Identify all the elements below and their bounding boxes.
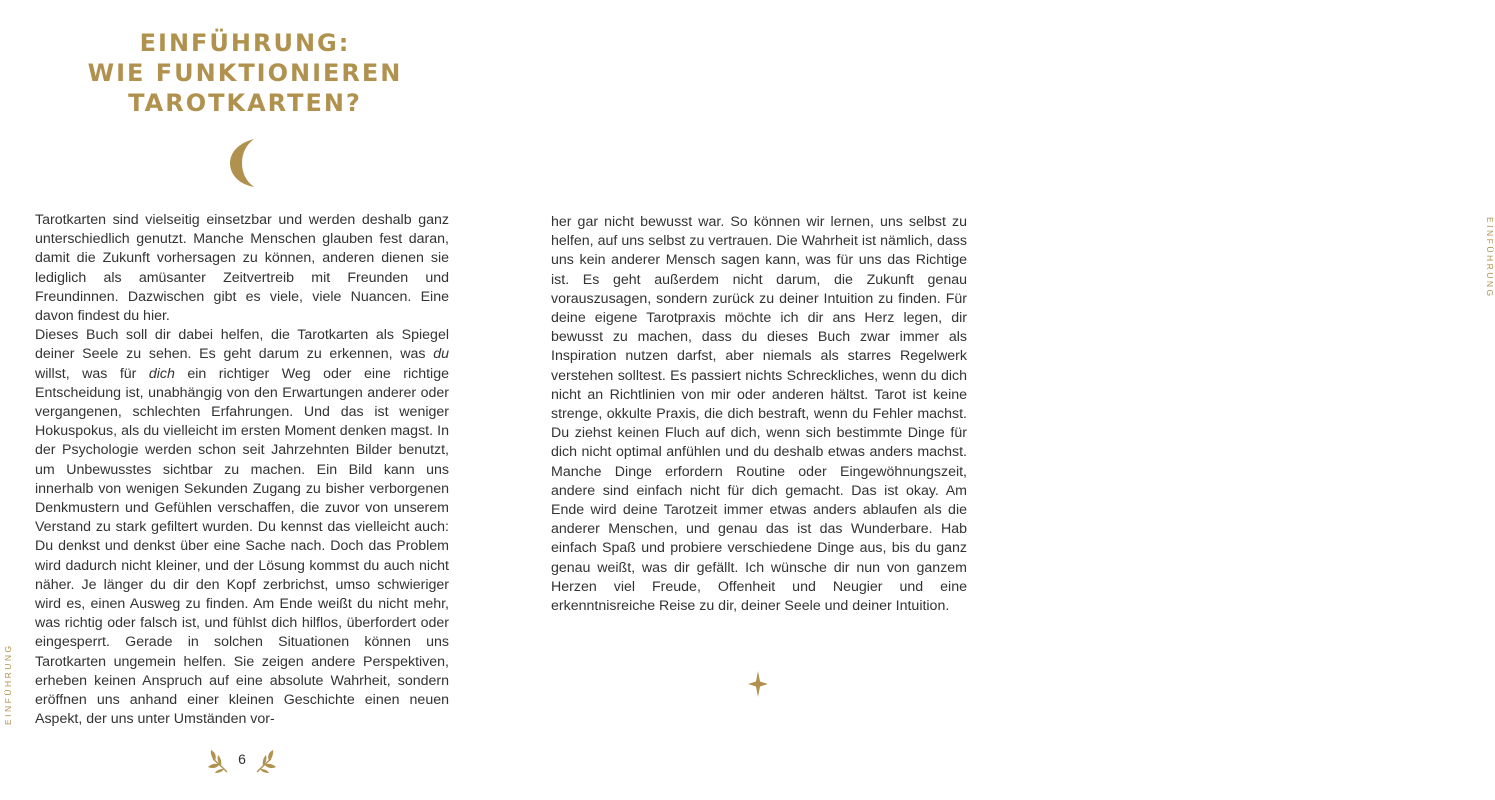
right-page: [500, 0, 1495, 800]
text-run: Dieses Buch soll dir dabei helfen, die Tarotkarten als Spiegel deiner Seele zu sehen. Es geht darum zu erkennen, was: [35, 327, 449, 363]
chapter-title: [60, 28, 430, 118]
left-text-column: [35, 211, 449, 729]
emphasis-du: du: [433, 346, 449, 363]
paragraph: [35, 326, 449, 729]
page-number: 6: [238, 751, 246, 767]
right-text-column: [551, 213, 967, 616]
chapter-title-line: EINFÜHRUNG:: [139, 29, 351, 57]
chapter-title-line: WIE FUNKTIONIEREN: [87, 59, 403, 87]
paragraph: her gar nicht bewusst war. So können wir lernen, uns selbst zu helfen, auf uns selbst zu vertrauen. Die Wahrheit ist nämlich, dass uns kein anderer Mensch sagen kann, was für uns das Richtige ist. Es geht außerdem nicht darum, die Zukunft genau vorauszusagen, sondern zurück zu deiner Intuition zu finden. Für deine eigene Tarotpraxis möchte ich dir ans Herz legen, dir bewusst zu machen, dass du dieses Buch zwar immer als Inspiration nutzen darfst, aber niemals als starres Regelwerk verstehen solltest. Es passiert nichts Schreckliches, wenn du dich nicht an Richtlinien von mir oder anderen hältst. Tarot ist keine strenge, okkulte Praxis, die dich bestraft, wenn du Fehler machst. Du ziehst keinen Fluch auf dich, wenn sich bestimmte Dinge für dich nicht optimal anfühlen und du deshalb etwas anders machst. Manche Dinge erfordern Routine oder Eingewöhnungszeit, andere sind einfach nicht für dich gemacht. Das ist okay. Am Ende wird deine Tarotzeit immer etwas anders ablaufen als die anderer Menschen, und genau das ist das Wunderbare. Hab einfach Spaß und probiere verschiedene Dinge aus, bis du ganz genau weißt, was dir gefällt. Ich wünsche dir nun von ganzem Herzen viel Freude, Offenheit und Neugier und eine erkenntnisreiche Reise zu dir, deiner Seele und deiner Intuition.: [551, 214, 967, 615]
left-page: [0, 0, 500, 800]
section-side-label: EINFÜHRUNG: [3, 643, 13, 725]
paragraph: Tarotkarten sind vielseitig einsetzbar und werden deshalb ganz unterschiedlich genutzt. Manche Menschen glauben fest daran, damit die Zukunft vorhersagen zu können, anderen dienen sie lediglich als amüsanter Zeitvertreib mit Freunden und Freundinnen. Dazwischen gibt es viele, viele Nuancen. Eine davon findest du hier.: [35, 212, 449, 325]
text-run: ein richtiger Weg oder eine richtige Entscheidung ist, unabhängig von den Erwartungen anderer oder vergangenen, schlechten Erfahrungen. Und das ist weniger Hokuspokus, als du vielleicht im ersten Moment denken magst. In der Psychologie werden schon seit Jahrzehnten Bilder benutzt, um Unbewusstes sichtbar zu machen. Ein Bild kann uns innerhalb von wenigen Sekunden Zugang zu bisher verborgenen Denkmustern und Gefühlen verschaffen, die zuvor von unserem Verstand zu stark gefiltert wurden. Du kennst das vielleicht auch: Du denkst und denkst über eine Sache nach. Doch das Problem wird dadurch nicht kleiner, und der Lösung kommst du auch nicht näher. Je länger du dir den Kopf zerbrichst, umso schwieriger wird es, einen Ausweg zu finden. Am Ende weißt du nicht mehr, was richtig oder falsch ist, und fühlst dich hilflos, überfordert oder eingesperrt. Gerade in solchen Situationen können uns Tarotkarten ungemein helfen. Sie zeigen andere Perspektiven, erheben keinen Anspruch auf eine absolute Wahrheit, sondern eröffnen uns anhand einer kleinen Geschichte einen neuen Aspekt, der uns unter Umständen vor-: [35, 365, 449, 728]
crescent-moon-icon: [228, 137, 258, 189]
page-footer: [207, 745, 277, 777]
emphasis-dich: dich: [148, 365, 175, 382]
laurel-leaf-icon: [253, 748, 277, 774]
laurel-leaf-icon: [207, 748, 231, 774]
text-run: willst, was für: [35, 365, 149, 382]
section-side-label: EINFÜHRUNG: [1485, 217, 1495, 299]
chapter-title-line: TAROTKARTEN?: [128, 89, 362, 117]
sparkle-star-icon: [748, 671, 768, 697]
